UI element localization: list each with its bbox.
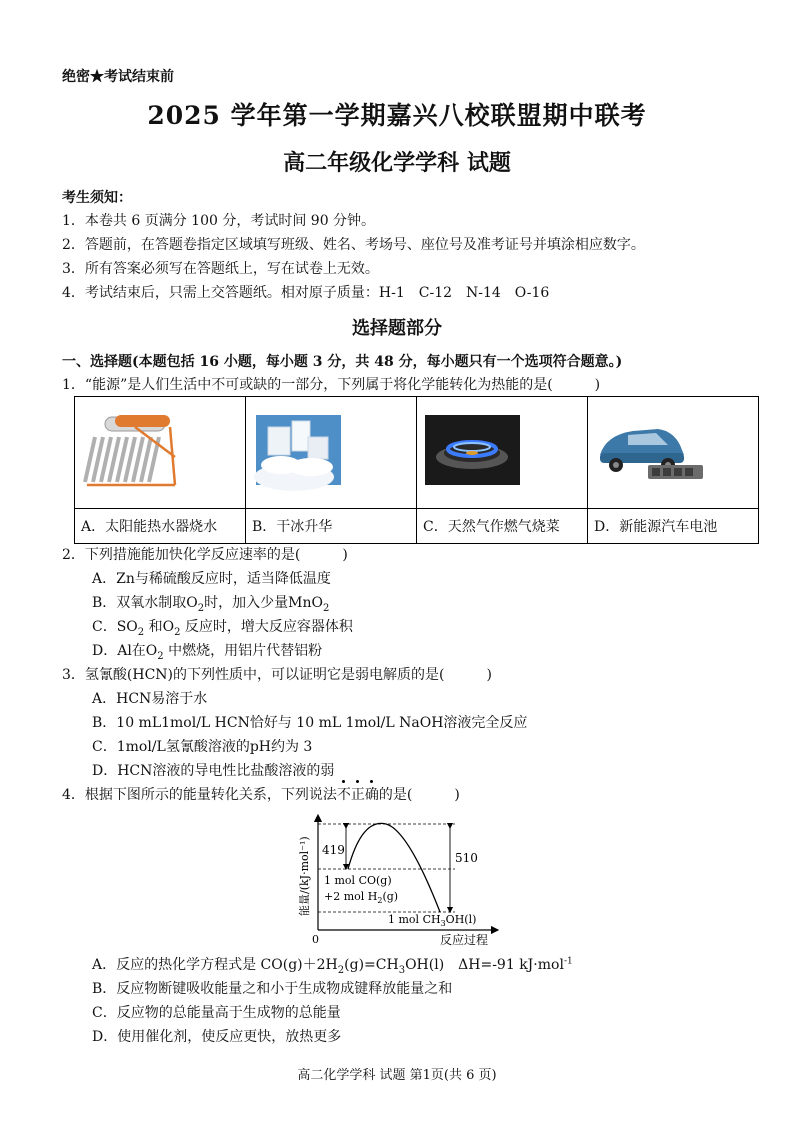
dry-ice-image bbox=[246, 397, 416, 508]
question-1-stem: 1．“能源”是人们生活中不可或缺的一部分，下列属于将化学能转化为热能的是( ) bbox=[62, 377, 601, 393]
q1-option-a[interactable]: A．太阳能热水器烧水 bbox=[75, 509, 246, 544]
q3-option-b[interactable]: B．10 mL1mol/L HCN恰好与 10 mL 1mol/L NaOH溶液完全反应 bbox=[92, 715, 528, 731]
energy-diagram bbox=[290, 812, 510, 952]
q2-option-a[interactable]: A．Zn与稀硫酸反应时，适当降低温度 bbox=[92, 571, 331, 587]
q1-option-c[interactable]: C．天然气作燃气烧菜 bbox=[417, 509, 588, 544]
electric-car-battery-image bbox=[588, 397, 758, 508]
q1-option-d[interactable]: D．新能源汽车电池 bbox=[588, 509, 759, 544]
question-2-stem: 2．下列措施能加快化学反应速率的是( ) bbox=[62, 547, 348, 563]
question-3-stem: 3．氢氰酸(HCN)的下列性质中，可以证明它是弱电解质的是( ) bbox=[62, 667, 492, 683]
solar-water-heater-image bbox=[75, 397, 245, 508]
notice-item: 2．答题前，在答题卷指定区域填写班级、姓名、考场号、座位号及准考证号并填涂相应数字。 bbox=[62, 237, 645, 253]
confidential-label: 绝密★考试结束前 bbox=[62, 69, 174, 85]
origin-label: 0 bbox=[312, 933, 319, 946]
notice-heading: 考生须知： bbox=[62, 190, 132, 206]
q1-option-b[interactable]: B．干冰升华 bbox=[246, 509, 417, 544]
q3-option-a[interactable]: A．HCN易溶于水 bbox=[92, 691, 208, 707]
notice-item: 3．所有答案必须写在答题纸上，写在试卷上无效。 bbox=[62, 261, 379, 277]
gas-stove-flame-image bbox=[417, 397, 587, 508]
activation-energy-label: 419 bbox=[322, 843, 345, 857]
exam-subtitle: 高二年级化学学科 试题 bbox=[283, 150, 511, 176]
q2-option-b[interactable]: B．双氧水制取$O_2$时，加入少量MnO$_2$ bbox=[92, 595, 330, 614]
x-axis-label: 反应过程 bbox=[440, 933, 489, 947]
reactants-label: 1 mol CO(g) bbox=[324, 874, 392, 887]
q2-option-c[interactable]: C．$SO_2$ 和$O_2$ 反应时，增大反应容器体积 bbox=[92, 619, 353, 638]
exam-title: 2025 学年第一学期嘉兴八校联盟期中联考 bbox=[147, 101, 647, 130]
question-4-stem: 4．根据下图所示的能量转化关系，下列说法不正确 的是( ) bbox=[62, 784, 460, 804]
section-title: 选择题部分 bbox=[352, 318, 442, 339]
q3-option-c[interactable]: C．1mol/L氢氰酸溶液的pH约为 3 bbox=[92, 739, 313, 755]
q2-option-d[interactable]: D．Al在$O_2$ 中燃烧，用铝片代替铝粉 bbox=[92, 643, 323, 662]
page-footer: 高二化学学科 试题 第1页(共 6 页) bbox=[297, 1068, 497, 1083]
emphasis-text: 不正确 bbox=[337, 787, 379, 803]
release-energy-label: 510 bbox=[455, 851, 478, 865]
q4-option-b[interactable]: B．反应物断键吸收能量之和小于生成物成键释放能量之和 bbox=[92, 981, 453, 997]
question-1-image-table bbox=[74, 396, 759, 544]
product-label: 1 mol $CH_3OH(l)$ bbox=[388, 913, 477, 928]
part-heading: 一、选择题(本题包括 16 小题，每小题 3 分，共 48 分，每小题只有一个选项符合题意。) bbox=[62, 354, 623, 370]
q3-option-d[interactable]: D．HCN溶液的导电性比盐酸溶液的弱 bbox=[92, 763, 335, 779]
reactants-label-2: +2 mol $H_2(g)$ bbox=[324, 890, 399, 905]
q4-option-c[interactable]: C．反应物的总能量高于生成物的总能量 bbox=[92, 1005, 341, 1021]
q4-option-a[interactable]: A．反应的热化学方程式是 $CO(g)+2H_2(g)=CH_3OH(l)$ ΔH=-91 kJ·mol$^{-1}$ bbox=[92, 956, 573, 976]
notice-item: 4．考试结束后，只需上交答题纸。相对原子质量：H-1 C-12 N-14 O-16 bbox=[62, 285, 550, 301]
notice-item: 1．本卷共 6 页满分 100 分，考试时间 90 分钟。 bbox=[62, 213, 376, 229]
y-axis-label: 能量/(kJ·mol⁻¹) bbox=[298, 836, 311, 916]
q4-option-d[interactable]: D．使用催化剂，使反应更快，放热更多 bbox=[92, 1029, 342, 1045]
